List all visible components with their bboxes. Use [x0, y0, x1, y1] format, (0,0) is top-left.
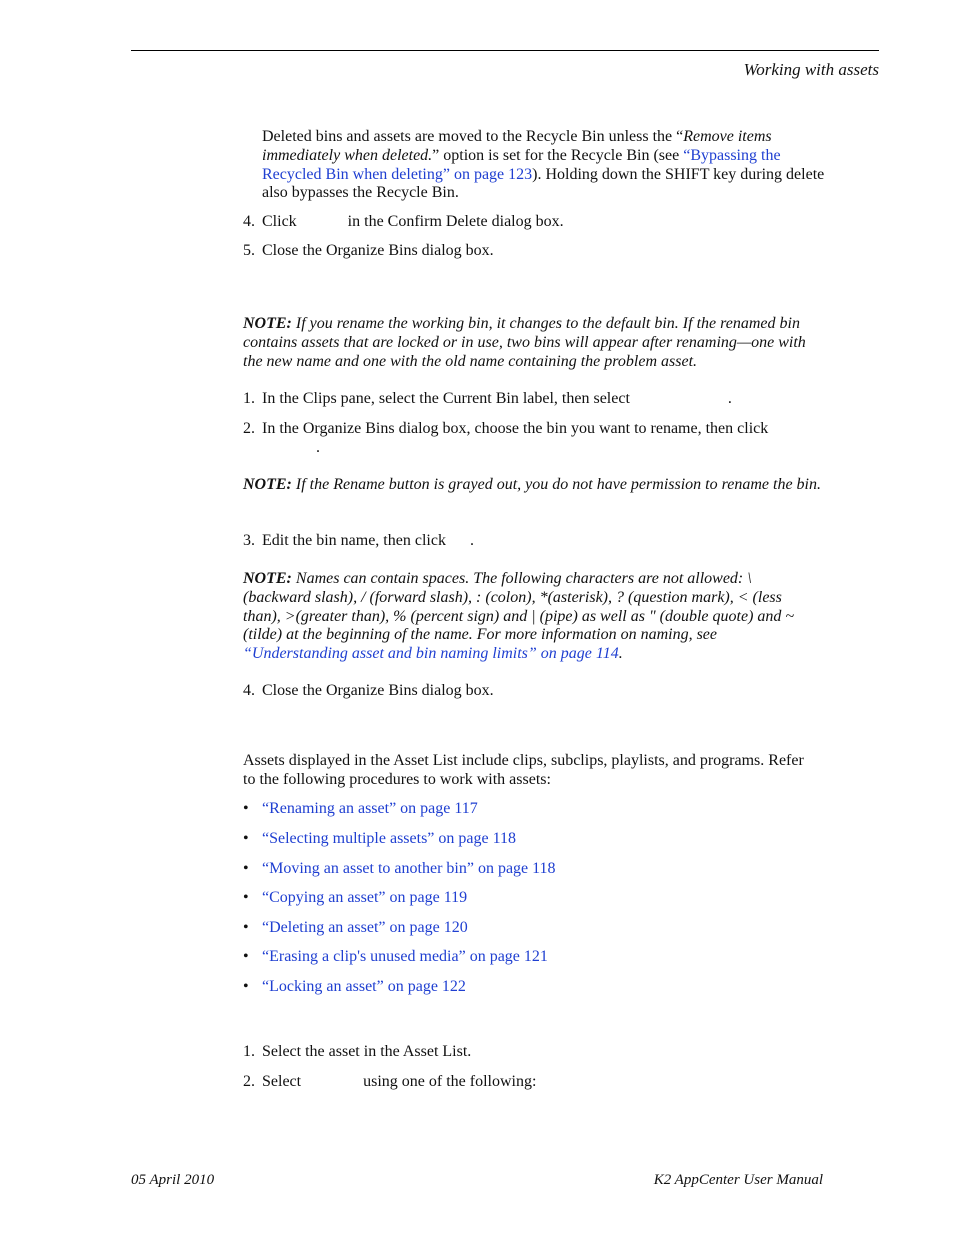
note-rename-working-bin: NOTE: If you rename the working bin, it changes to the default bin. If the renamed bin contains assets that are locked or in use, two bins will appear after renaming—one with the new name and one with the old name containing the problem asset.	[243, 315, 806, 370]
step-1-select-asset: 1. Select the asset in the Asset List.	[243, 1043, 472, 1060]
running-header: Working with assets	[743, 60, 879, 79]
moving-asset-link[interactable]: “Moving an asset to another bin” on page 118	[262, 860, 556, 877]
deleting-asset-link[interactable]: “Deleting an asset” on page 120	[262, 919, 468, 936]
assets-intro-paragraph: Assets displayed in the Asset List include clips, subclips, playlists, and programs. Refer to the following procedures to work with assets:	[243, 752, 804, 788]
step-2-select-option: 2. Select using one of the following:	[243, 1073, 537, 1090]
note-rename-grayed-out: NOTE: If the Rename button is grayed out, you do not have permission to rename the bin.	[243, 476, 821, 493]
step-4-close-dialog: 4. Close the Organize Bins dialog box.	[243, 682, 494, 699]
copying-asset-link[interactable]: “Copying an asset” on page 119	[262, 889, 468, 906]
naming-limits-link[interactable]: “Understanding asset and bin naming limits” on page 114	[243, 645, 619, 663]
locking-asset-link[interactable]: “Locking an asset” on page 122	[262, 978, 466, 995]
bypassing-recycle-bin-link[interactable]: “Bypassing the Recycled Bin when deleting” on page 123	[262, 146, 781, 183]
note-naming-characters: NOTE: Names can contain spaces. The following characters are not allowed: \ (backward slash), / (forward slash), : (colon), *(asterisk), ? (question mark), < (less than), >(greater than), % (percent sign) and | (pipe) as well as " (double quote) and ~(tilde) at the beginning of the name. For more information on naming, see “Understanding asset and bin naming limits” on page 114.	[243, 570, 795, 663]
selecting-multiple-assets-link[interactable]: “Selecting multiple assets” on page 118	[262, 830, 517, 847]
footer-date: 05 April 2010	[131, 1172, 215, 1188]
step-3-edit-bin-name: 3. Edit the bin name, then click .	[243, 532, 474, 549]
step-2-choose-bin: 2. In the Organize Bins dialog box, choose the bin you want to rename, then click .	[243, 420, 769, 456]
recycle-bin-paragraph: Deleted bins and assets are moved to the Recycle Bin unless the “Remove items immediately when deleted.” option is set for the Recycle Bin (see “Bypassing the Recycled Bin when deleting” on page 123). Holding down the SHIFT key during delete also bypasses the Recycle Bin.	[262, 128, 825, 202]
step-1-select-bin: 1. In the Clips pane, select the Current Bin label, then select .	[243, 390, 732, 407]
header-rule	[131, 50, 879, 51]
footer-manual-title: K2 AppCenter User Manual	[653, 1172, 823, 1188]
step-5-close-dialog: 5. Close the Organize Bins dialog box.	[243, 242, 494, 259]
step-4-confirm-delete: 4. Click in the Confirm Delete dialog box.	[243, 213, 564, 230]
erasing-unused-media-link[interactable]: “Erasing a clip's unused media” on page 121	[262, 948, 548, 965]
renaming-asset-link[interactable]: “Renaming an asset” on page 117	[262, 800, 478, 817]
